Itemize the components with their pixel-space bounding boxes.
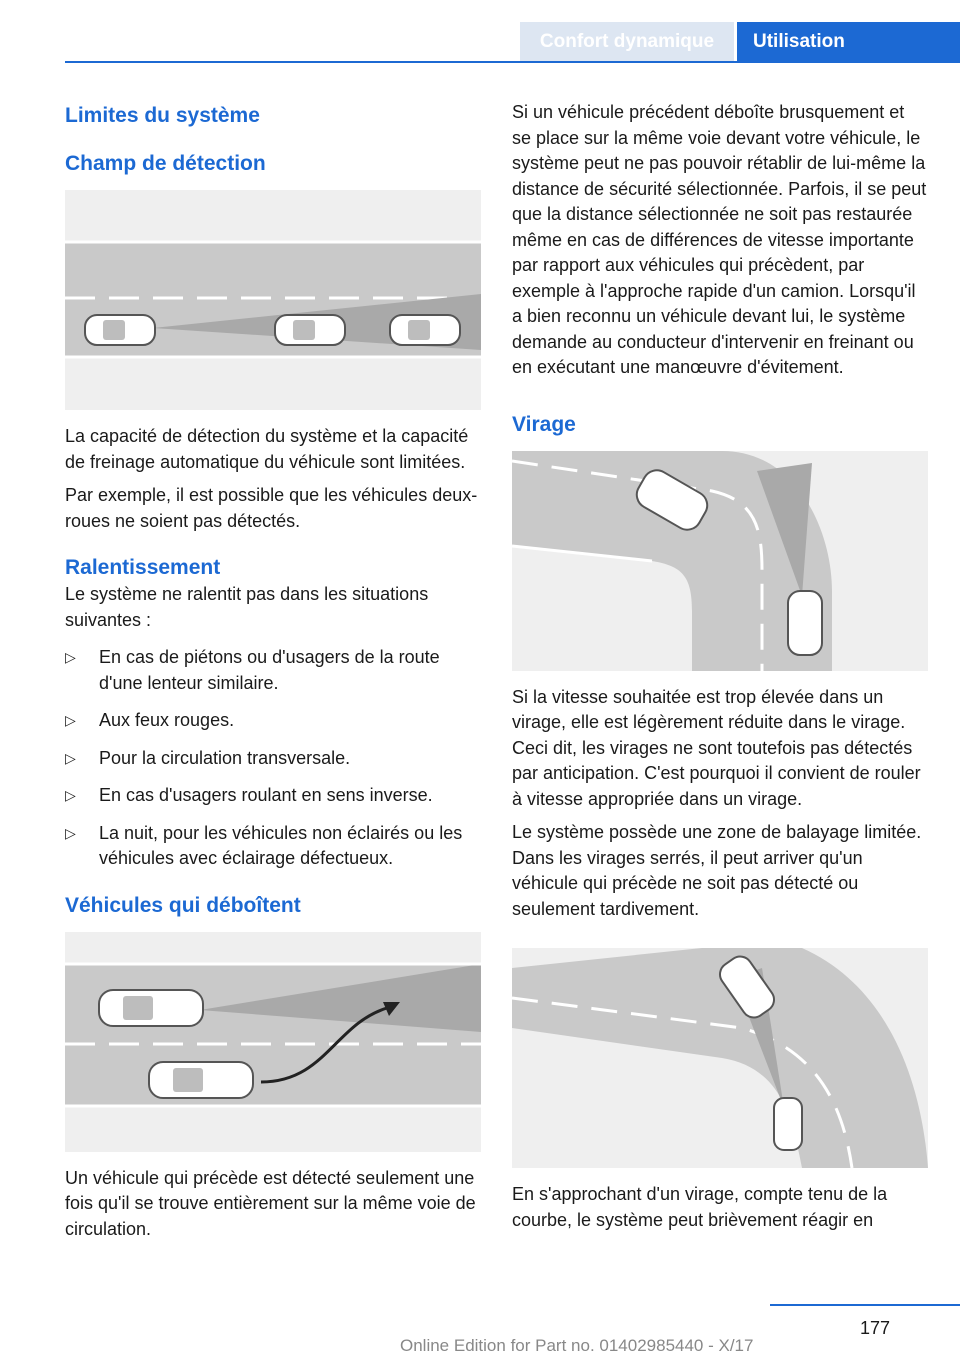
- list-item: ▷ Aux feux rouges.: [65, 708, 481, 734]
- page-number: 177: [860, 1318, 891, 1338]
- list-item: ▷ En cas de piétons ou d'usagers de la route d'une lenteur similaire.: [65, 647, 440, 693]
- right-column: [512, 100, 928, 1233]
- paragraph: En s'approchant d'un virage, compte tenu de la courbe, le système peut brièvement réagir en: [512, 1184, 888, 1230]
- page-header: [0, 0, 960, 62]
- paragraph: Le système possède une zone de balayage limitée. Dans les virages serrés, il peut arriver qu'un véhicule qui précède ne soit pas détecté ou seulement tardivement.: [512, 822, 922, 919]
- heading-limits: Limites du système: [65, 104, 260, 127]
- section-tab: Confort dynamique: [520, 22, 734, 62]
- chapter-tab: Utilisation: [737, 22, 960, 62]
- triangle-bullet-icon: ▷: [65, 712, 76, 728]
- footer-rule: [770, 1304, 960, 1306]
- triangle-bullet-icon: ▷: [65, 787, 76, 803]
- triangle-bullet-icon: ▷: [65, 749, 76, 766]
- paragraph: La capacité de détection du système et la capacité de freinage automatique du véhicule sont limitées.: [65, 426, 469, 472]
- list-item: ▷ En cas d'usagers roulant en sens inverse.: [65, 783, 481, 809]
- list-item: ▷ Pour la circulation transversale.: [65, 746, 481, 772]
- figure-detection-range: [65, 190, 481, 410]
- left-column: [65, 100, 481, 1242]
- figure-cut-in: [65, 932, 481, 1152]
- figure-tight-curve: [512, 948, 928, 1168]
- heading-slowdown: Ralentissement: [65, 556, 221, 579]
- triangle-bullet-icon: ▷: [65, 824, 76, 841]
- triangle-bullet-icon: ▷: [65, 649, 76, 665]
- heading-cutin: Véhicules qui déboîtent: [65, 893, 301, 917]
- bullet-list: [65, 645, 481, 872]
- paragraph: Si un véhicule précédent déboîte brusquement et se place sur la même voie devant votre véhicule, le système peut ne pas pouvoir rétablir de lui-même la distance de sécurité sélectionnée. Parfois, il se peut que la distance sélectionnée ne soit pas restaurée même en cas de différences de vitesse importante par rapport aux véhicules qui précèdent, par exemple à l'approche rapide d'un camion. Lorsqu'il a bien reconnu un véhicule devant lui, le système demande au conducteur d'intervenir en freinant ou en exécutant une manœuvre d'évitement.: [512, 102, 927, 377]
- header-rule: [65, 61, 960, 63]
- edition-watermark: Online Edition for Part no. 01402985440 - X/17: [400, 1336, 754, 1355]
- paragraph: Par exemple, il est possible que les véhicules deux-roues ne soient pas détectés.: [65, 485, 478, 531]
- paragraph: Si la vitesse souhaitée est trop élevée dans un virage, elle est légèrement réduite dans le virage. Ceci dit, les virages ne sont toutefois pas détectés par anticipation. C'est pourquoi il convient de rouler à vitesse appropriée dans un virage.: [512, 686, 921, 809]
- list-item: ▷ La nuit, pour les véhicules non éclairés ou les véhicules avec éclairage défectueux.: [65, 822, 463, 868]
- heading-curve: Virage: [512, 412, 576, 436]
- heading-detection: Champ de détection: [65, 152, 266, 175]
- paragraph: Le système ne ralentit pas dans les situations suivantes :: [65, 584, 429, 630]
- figure-curve-speed: [512, 451, 928, 671]
- paragraph: Un véhicule qui précède est détecté seulement une fois qu'il se trouve entièrement sur la même voie de circulation.: [65, 1167, 476, 1239]
